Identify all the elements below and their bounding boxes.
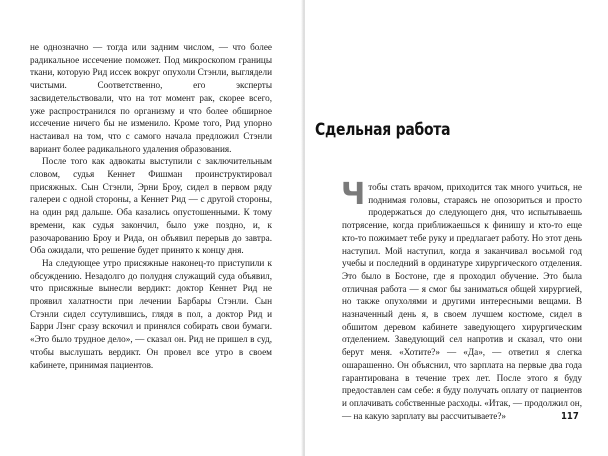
page-number: 117	[561, 411, 579, 422]
opening-paragraph	[341, 177, 582, 422]
opening-paragraph-text: тобы стать врачом, приходится так много учиться, не поднимая головы, стараясь не опозориться и просто продержаться до следующего дня, что испытываешь потрясение, когда приближаешься к финишу и кто-то еще кто-то пожимает тебе руку и предлагает работу. Но этот день наступил. Мой наступил, когда я заканчивал восьмой год учебы и последний в ординатуре хирургического отделения. Это было в Бостоне, где я проходил обучение. Это была отличная работа — я смог бы заниматься общей хирургией, но также опухолями и другими интересными вещами. В назначенный день я, в своем лучшем костюме, сидел в обшитом деревом кабинете заведующего хирургическим отделением. Заведующий сел напротив и сказал, что они берут меня. «Хотите?» — «Да», — ответил я слегка ошарашенно. Он объяснил, что зарплата на первые два года гарантирована в течение трех лет. После этого я буду предоставлен сам себе: я буду получать оплату от пациентов и оплачивать собственные расходы. «Итак, — продолжил он, — на какую зарплату вы рассчитываете?»	[342, 182, 582, 421]
left-page-body	[30, 41, 272, 371]
drop-cap: Ч	[341, 177, 366, 212]
left-page	[0, 0, 303, 456]
left-paragraph-3: На следующее утро присяжные наконец-то приступили к обсуждению. Незадолго до полудня служащий суда объявил, что присяжные вынесли вердикт: доктор Кеннет Рид не проявил халатности при лечении Барбары Стэнли. Сын Стэнли сидел ссутулившись, глядя в пол, а доктор Рид и Барри Лэнг сразу вскочил и принялся собирать свои бумаги. «Это было трудное дело», — сказал он. Рид не пришел в суд, чтобы выслушать вердикт. Он провел все утро в своем кабинете, принимая пациентов.	[30, 257, 272, 370]
chapter-title: Сдельная работа	[315, 120, 451, 140]
right-page-body	[341, 177, 582, 422]
left-paragraph-2: После того как адвокаты выступили с заключительным словом, судья Кеннет Фишман проинструктировал присяжных. Сын Стэнли, Эрни Броу, сидел в первом ряду галереи с одной стороны, а Кеннет Рид — с другой стороны, на один ряд дальше. Оба казались опустошенными. К тому времени, как судья закончил, было уже поздно, и, к разочарованию Броу и Рида, он объявил перерыв до завтра. Оба ожидали, что решение будет принято к концу дня.	[30, 156, 272, 256]
left-paragraph-1: не однозначно — тогда или задним числом, — что более радикальное иссечение поможет. Под микроскопом границы ткани, которую Рид иссек вокруг опухоли Стэнли, выглядели чистыми. Соответственно, его эксперты засвидетельствовали, что на тот момент рак, скорее всего, уже распространился по организму и что более обширное иссечение ничего бы не изменило. Кроме того, Рид упорно настаивал на том, что с самого начала предложил Стэнли вариант более радикального удаления образования.	[30, 42, 272, 154]
